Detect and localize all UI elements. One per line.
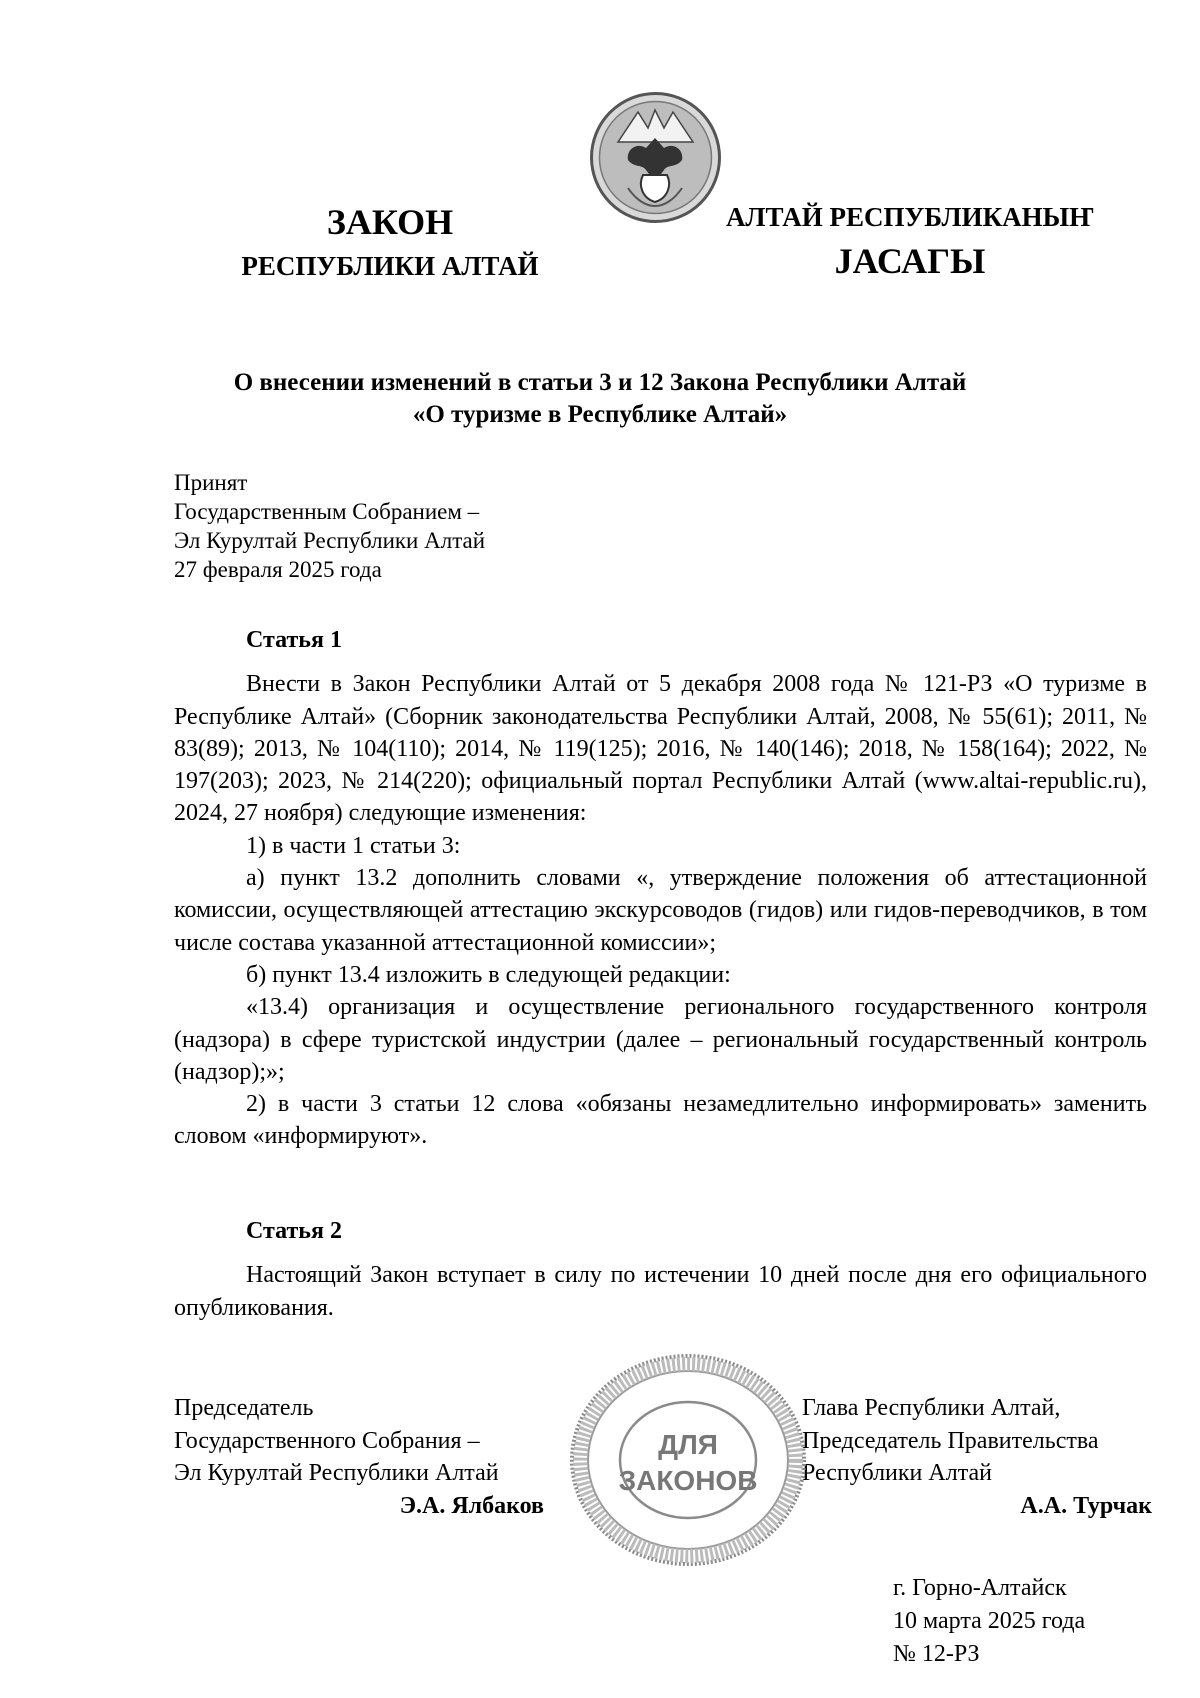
signature-right-line-1: Глава Республики Алтай,	[802, 1395, 1061, 1421]
signature-right-line-2: Председатель Правительства	[802, 1427, 1099, 1454]
signature-left	[174, 1392, 544, 1522]
signature-right-line-3: Республики Алтай	[802, 1460, 992, 1486]
law-number: № 12-РЗ	[893, 1641, 980, 1667]
header-law-title: ЗАКОН	[326, 202, 454, 242]
adoption-block	[174, 468, 485, 584]
adoption-line-3: Эл Курултай Республики Алтай	[174, 528, 486, 553]
header-left	[200, 200, 580, 288]
article-1-paragraph: «13.4) организация и осуществление регионального государственного контроля (надзора) в сфере туристской индустрии (далее – региональный государственный контроль (надзор);»;	[174, 994, 1147, 1085]
header-altai-law-title: ЈАСАГЫ	[834, 241, 986, 281]
article-1-paragraph: 2) в части 3 статьи 12 слова «обязаны незамедлительно информировать» заменить словом «информируют».	[174, 1091, 1147, 1150]
article-2-heading: Статья 2	[246, 1218, 342, 1244]
article-1	[174, 624, 1147, 1153]
city: г. Горно-Алтайск	[893, 1575, 1067, 1601]
signature-left-line-1: Председатель	[174, 1395, 314, 1421]
signing-date: 10 марта 2025 года	[893, 1608, 1086, 1634]
signature-right	[802, 1392, 1152, 1522]
signature-left-name: Э.А. Ялбаков	[399, 1492, 544, 1519]
header-republic-name: РЕСПУБЛИКИ АЛТАЙ	[241, 251, 539, 281]
adoption-line-2: Государственным Собранием –	[174, 499, 480, 524]
stamp-text-top: ДЛЯ	[658, 1429, 718, 1460]
article-1-paragraph: 1) в части 1 статьи 3:	[246, 832, 461, 859]
signature-right-name: А.А. Турчак	[1020, 1492, 1152, 1519]
article-1-paragraph: Внести в Закон Республики Алтай от 5 декабря 2008 года № 121-РЗ «О туризме в Республике Алтай» (Сборник законодательства Республики Алтай, 2008, № 55(61); 2011, № 83(89); 2013, № 104(110); 2014, № 119(125); 2016, № 140(146); 2018, № 158(164); 2022, № 197(203); 2023, № 214(220); официальный портал Республики Алтай (www.altai-republic.ru), 2024, 27 ноября) следующие изменения:	[174, 671, 1147, 827]
place-date-number	[893, 1572, 1085, 1671]
article-1-heading: Статья 1	[246, 627, 342, 653]
article-2	[174, 1215, 1147, 1324]
header-right	[700, 195, 1120, 283]
adoption-date: 27 февраля 2025 года	[174, 557, 382, 582]
article-1-paragraph: б) пункт 13.4 изложить в следующей редакции:	[246, 961, 731, 988]
signature-left-line-3: Эл Курултай Республики Алтай	[174, 1460, 499, 1486]
official-stamp	[568, 1352, 808, 1568]
adoption-line-1: Принят	[174, 470, 248, 495]
article-2-paragraph: Настоящий Закон вступает в силу по истечении 10 дней после дня его официального опубликования.	[174, 1262, 1147, 1321]
stamp-text-bottom: ЗАКОНОВ	[618, 1465, 758, 1496]
article-1-paragraph: а) пункт 13.2 дополнить словами «, утверждение положения об аттестационной комиссии, осуществляющей аттестацию экскурсоводов (гидов) или гидов-переводчиков, в том числе состава указанной аттестационной комиссии»;	[174, 865, 1147, 956]
document-title	[170, 367, 1030, 431]
header-altai-republic-name: АЛТАЙ РЕСПУБЛИКАНЫҤ	[725, 202, 1095, 232]
title-line-1: О внесении изменений в статьи 3 и 12 Закона Республики Алтай	[233, 369, 967, 396]
signature-left-line-2: Государственного Собрания –	[174, 1427, 480, 1454]
title-line-2: «О туризме в Республике Алтай»	[412, 401, 788, 428]
